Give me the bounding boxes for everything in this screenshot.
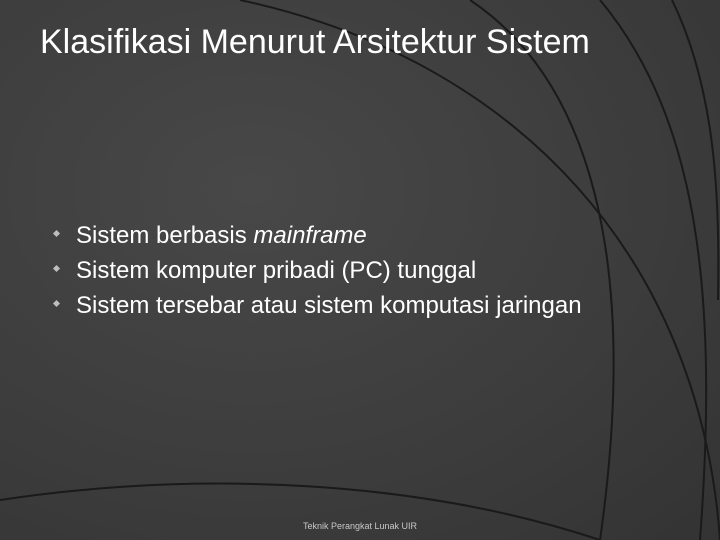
bullet-text: Sistem komputer pribadi (PC) tunggal	[76, 257, 477, 284]
slide-footer: Teknik Perangkat Lunak UIR	[302, 521, 418, 531]
slide-title: Klasifikasi Menurut Arsitektur Sistem	[40, 23, 590, 61]
bullet-marker-icon	[53, 265, 60, 272]
bullet-item	[48, 288, 648, 323]
bullet-list	[48, 218, 648, 323]
bullet-text: Sistem tersebar atau sistem komputasi jaringan	[76, 292, 582, 319]
bullet-item	[48, 218, 648, 253]
bullet-italic-text: mainframe	[253, 222, 367, 249]
arc-bottom	[0, 484, 600, 540]
arc-right-edge	[672, 0, 718, 300]
bullet-item	[48, 253, 648, 288]
bullet-marker-icon	[53, 230, 60, 237]
bullet-text: Sistem berbasis	[76, 222, 254, 249]
bullet-marker-icon	[53, 300, 60, 307]
